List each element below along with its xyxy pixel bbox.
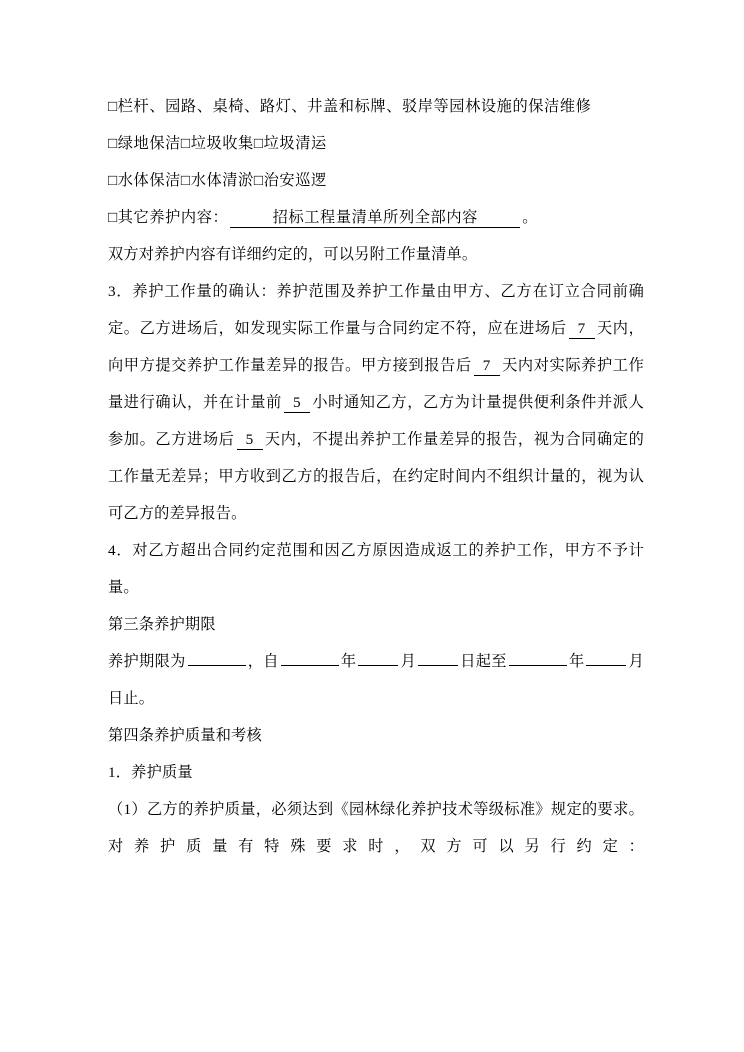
heading-article-3: 第三条养护期限: [108, 616, 216, 633]
period-blank-start-year[interactable]: [281, 665, 339, 666]
period-text-g: 月: [628, 653, 644, 670]
item3-blank-days-3[interactable]: 5: [237, 432, 263, 450]
item3-blank-hours[interactable]: 5: [284, 395, 310, 413]
period-blank-duration[interactable]: [188, 665, 246, 666]
paragraph-quality-standard: [108, 791, 644, 865]
period-blank-start-month[interactable]: [358, 665, 398, 666]
heading-article-4: 第四条养护质量和考核: [108, 727, 262, 744]
item3-text-c: 天内对实际养护工作量进行确认，并在计量前: [108, 357, 644, 411]
item3-blank-days-2[interactable]: 7: [474, 358, 500, 376]
item3-text-b: 天内，向甲方提交养护工作量差异的报告。甲方接到报告后: [108, 320, 644, 374]
period-blank-start-day[interactable]: [418, 665, 458, 666]
paragraph-facility-maintenance: □栏杆、园路、桌椅、路灯、井盖和标牌、驳岸等园林设施的保洁维修: [108, 98, 592, 115]
item3-text-d: 小时通知乙方，乙方为计量提供便利条件并派人参加。乙方进场后: [108, 394, 644, 448]
period-blank-end-year[interactable]: [509, 665, 567, 666]
item3-text-e: 天内，不提出养护工作量差异的报告，视为合同确定的工作量无差异；甲方收到乙方的报告后，在约定时间内不组织计量的，视为认可乙方的差异报告。: [108, 431, 644, 522]
paragraph-quality-item-1: 1．养护质量: [108, 764, 193, 781]
quality-standard-colon: ：: [628, 838, 644, 855]
paragraph-maintenance-period: [108, 643, 644, 717]
period-text-f: 年: [568, 653, 585, 670]
item3-text-a: 3．养护工作量的确认：养护范围及养护工作量由甲方、乙方在订立合同前确定。乙方进场后，如发现实际工作量与合同约定不符，应在进场后: [108, 283, 644, 337]
quality-standard-text: （1）乙方的养护质量，必须达到《园林绿化养护技术等级标准》规定的要求。对养护质量有特殊要求时，双方可以另行约定: [108, 801, 644, 855]
period-text-a: 养护期限为: [108, 653, 186, 670]
period-blank-end-month[interactable]: [586, 665, 626, 666]
paragraph-green-cleaning: □绿地保洁□垃圾收集□垃圾清运: [108, 135, 327, 152]
other-content-blank[interactable]: 招标工程量清单所列全部内容: [230, 210, 520, 228]
paragraph-item-3: [108, 273, 644, 532]
other-content-prefix: □其它养护内容：: [108, 209, 229, 226]
period-text-h: 日止。: [108, 690, 155, 707]
paragraph-worklist-note: 双方对养护内容有详细约定的，可以另附工作量清单。: [108, 246, 478, 263]
period-text-d: 月: [400, 653, 417, 670]
document-body: [108, 88, 644, 865]
paragraph-water-cleaning: □水体保洁□水体清淤□治安巡逻: [108, 172, 327, 189]
other-content-suffix: 。: [522, 209, 539, 226]
period-text-e: 日起至: [460, 653, 507, 670]
paragraph-other-content: [108, 199, 644, 236]
period-text-c: 年: [340, 653, 357, 670]
paragraph-item-4: 4．对乙方超出合同约定范围和因乙方原因造成返工的养护工作，甲方不予计量。: [108, 542, 644, 596]
period-text-b: ，自: [247, 653, 279, 670]
item3-blank-days-1[interactable]: 7: [569, 321, 595, 339]
